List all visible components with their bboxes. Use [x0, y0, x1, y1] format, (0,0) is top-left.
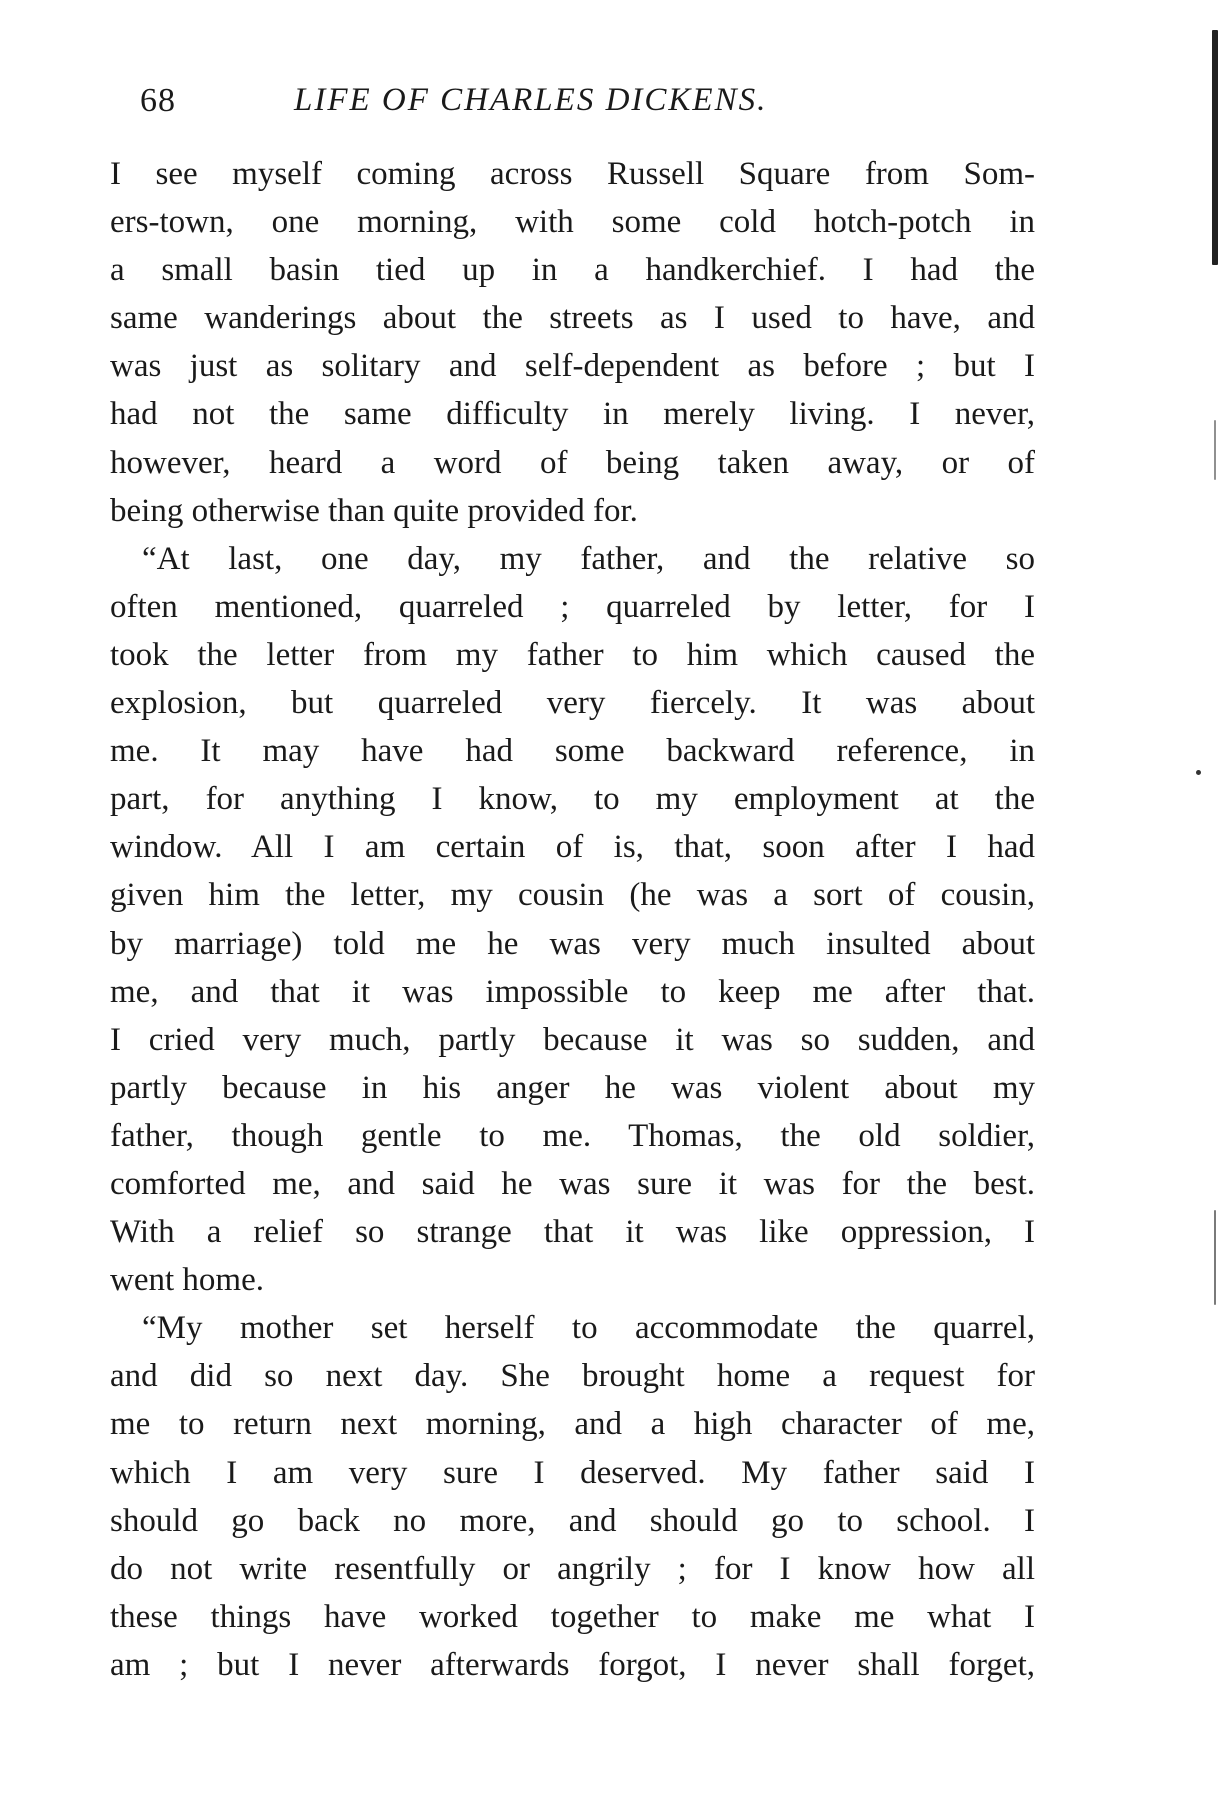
running-head-title: LIFE OF CHARLES DICKENS. — [294, 82, 768, 118]
text-line: I see myself coming across Russell Square from Som- — [110, 156, 1035, 192]
text-line: had not the same difficulty in merely living. I never, — [110, 396, 1035, 433]
text-line: “At last, one day, my father, and the relative so — [142, 540, 1035, 577]
paragraph-1 — [110, 150, 1035, 535]
text-line: me. It may have had some backward reference, in — [110, 733, 1035, 770]
text-line: same wanderings about the streets as I used to have, and — [110, 300, 1035, 337]
text-line: took the letter from my father to him which caused the — [110, 636, 1035, 673]
text-line: should go back no more, and should go to school. I — [110, 1502, 1035, 1539]
text-line: which I am very sure I deserved. My father said I — [110, 1454, 1035, 1491]
binding-edge-mark — [1212, 30, 1218, 265]
text-line: I cried very much, partly because it was so sudden, and — [110, 1021, 1035, 1058]
text-line: went home. — [110, 1262, 264, 1299]
text-line: part, for anything I know, to my employment at the — [110, 781, 1035, 818]
page-number: 68 — [140, 82, 176, 119]
text-line: partly because in his anger he was violent about my — [110, 1069, 1035, 1106]
text-line: given him the letter, my cousin (he was a sort of cousin, — [110, 877, 1035, 914]
text-line: however, heard a word of being taken away, or of — [110, 444, 1035, 481]
text-line: do not write resentfully or angrily ; for I know how all — [110, 1550, 1035, 1587]
paragraph-3 — [110, 1304, 1035, 1689]
text-line: me to return next morning, and a high character of me, — [110, 1406, 1035, 1443]
text-line: being otherwise than quite provided for. — [110, 492, 638, 529]
text-line: ers-town, one morning, with some cold hotch-potch in — [110, 204, 1035, 241]
text-line: me, and that it was impossible to keep me after that. — [110, 973, 1035, 1010]
text-line: explosion, but quarreled very fiercely. It was about — [110, 685, 1035, 722]
binding-edge-mark — [1214, 1210, 1216, 1305]
page-header — [112, 82, 1042, 132]
text-line: these things have worked together to make me what I — [110, 1598, 1035, 1635]
text-line: was just as solitary and self-dependent as before ; but I — [110, 348, 1035, 385]
text-line: “My mother set herself to accommodate the quarrel, — [142, 1310, 1035, 1347]
text-line: With a relief so strange that it was like oppression, I — [110, 1214, 1035, 1251]
paragraph-2 — [110, 535, 1035, 1305]
text-line: often mentioned, quarreled ; quarreled by letter, for I — [110, 588, 1035, 625]
text-line: am ; but I never afterwards forgot, I never shall forget, — [110, 1646, 1035, 1683]
text-line: window. All I am certain of is, that, soon after I had — [110, 829, 1035, 866]
scan-speck — [1196, 770, 1201, 775]
body-text — [110, 150, 1035, 1689]
binding-edge-mark — [1214, 420, 1216, 480]
text-line: comforted me, and said he was sure it was for the best. — [110, 1165, 1035, 1202]
text-line: father, though gentle to me. Thomas, the old soldier, — [110, 1117, 1035, 1154]
text-line: by marriage) told me he was very much insulted about — [110, 925, 1035, 962]
text-line: and did so next day. She brought home a request for — [110, 1358, 1035, 1395]
text-line: a small basin tied up in a handkerchief. I had the — [110, 252, 1035, 289]
